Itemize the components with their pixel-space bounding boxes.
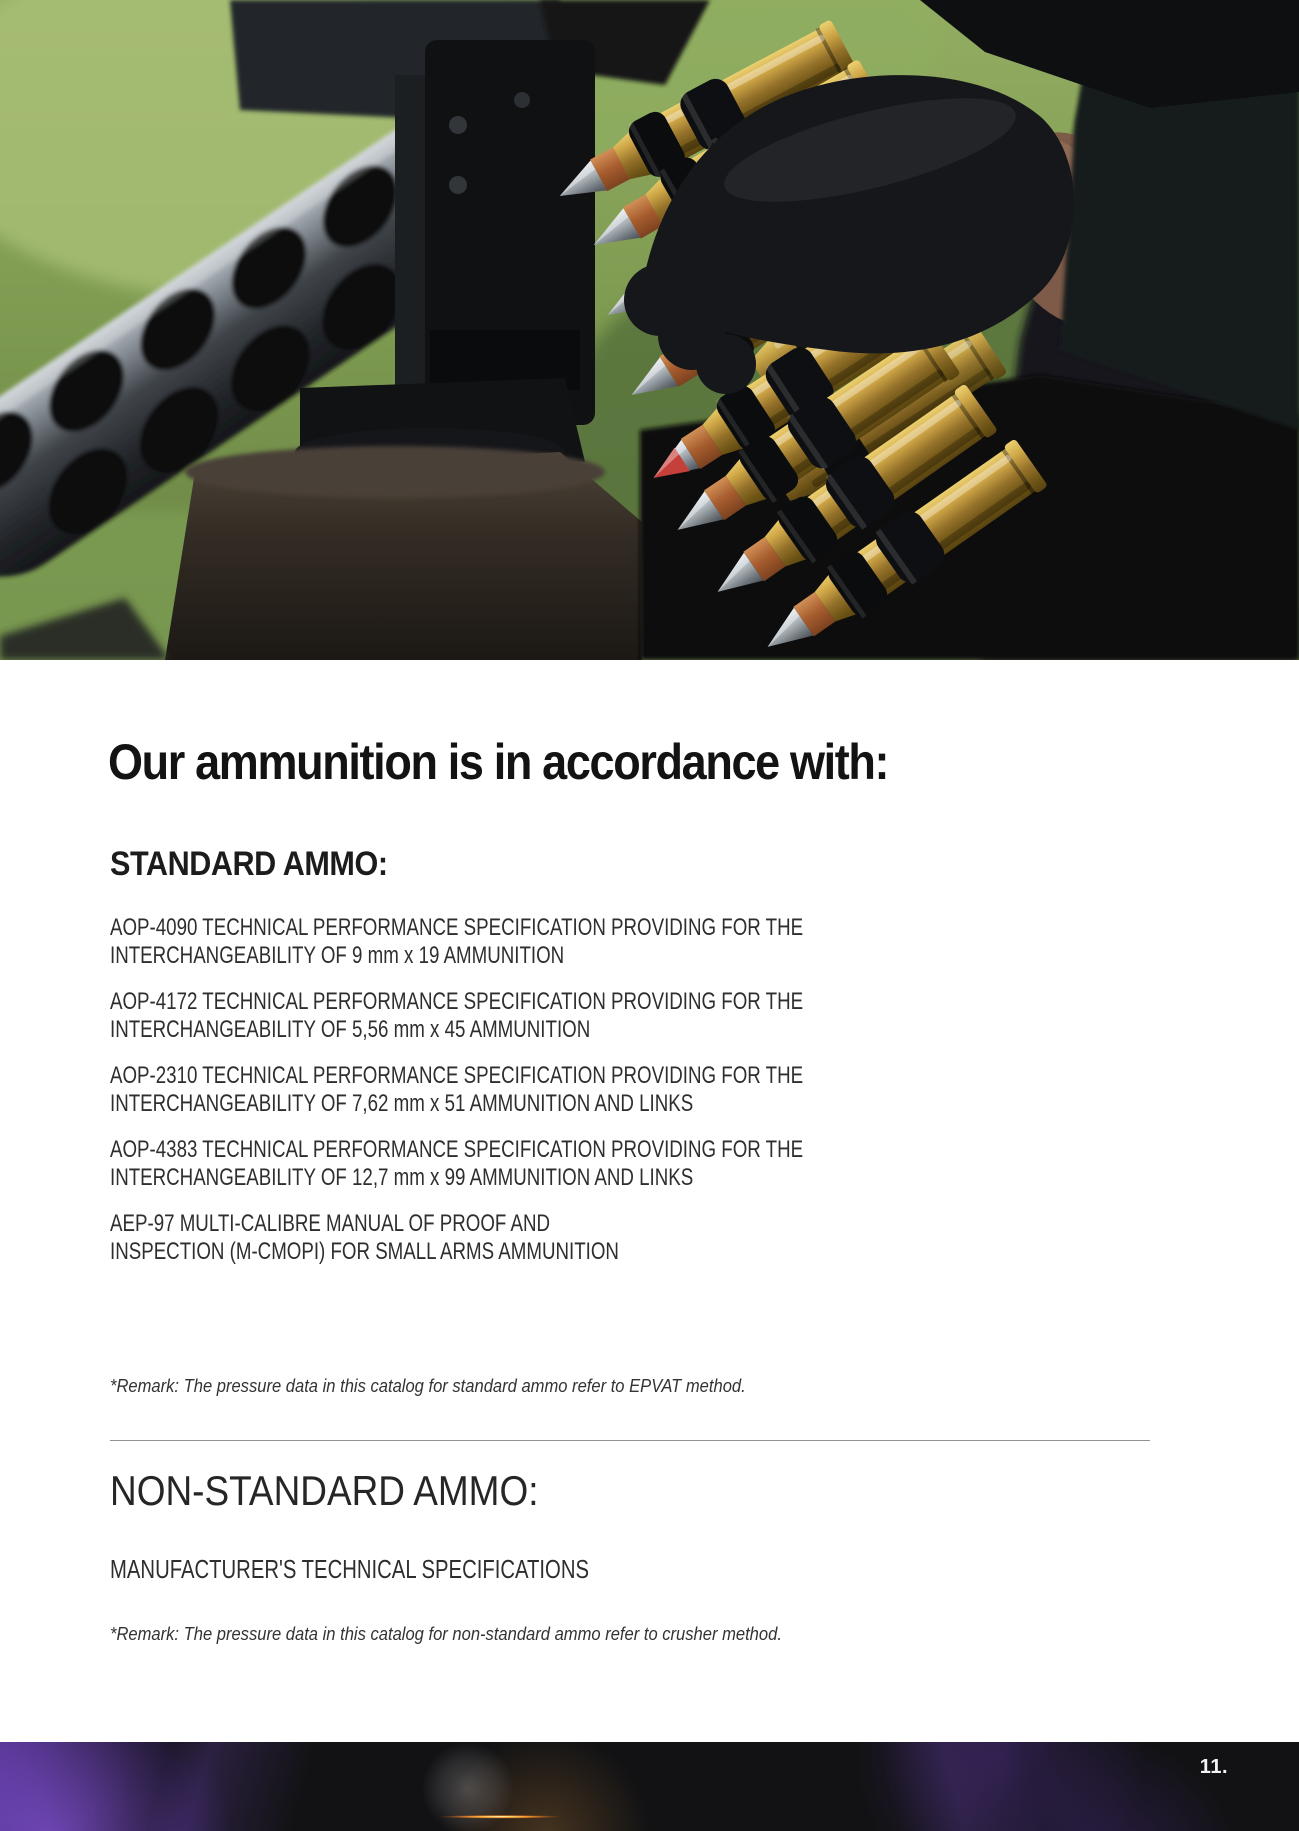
spec-line: INTERCHANGEABILITY OF 9 mm x 19 AMMUNITION <box>110 942 565 969</box>
spec-line: INTERCHANGEABILITY OF 5,56 mm x 45 AMMUNITION <box>110 1016 591 1043</box>
page-title-text: Our ammunition is in accordance with: <box>108 734 889 790</box>
spec-paragraph <box>110 1210 999 1266</box>
nonstandard-remark: *Remark: The pressure data in this catalog for non-standard ammo refer to crusher method. <box>110 1624 782 1644</box>
spec-paragraph <box>110 914 999 970</box>
spec-line: AOP-4090 TECHNICAL PERFORMANCE SPECIFICATION PROVIDING FOR THE <box>110 914 804 941</box>
spec-line: AOP-4172 TECHNICAL PERFORMANCE SPECIFICATION PROVIDING FOR THE <box>110 988 804 1015</box>
footer-banner <box>0 1742 1299 1831</box>
nonstandard-ammo-title: NON-STANDARD AMMO: <box>110 1467 539 1514</box>
spec-line: AOP-4383 TECHNICAL PERFORMANCE SPECIFICATION PROVIDING FOR THE <box>110 1136 804 1163</box>
spec-line: INSPECTION (M-CMOPI) FOR SMALL ARMS AMMUNITION <box>110 1238 619 1265</box>
standard-spec-list <box>110 914 999 1284</box>
manufacturer-spec-text: MANUFACTURER'S TECHNICAL SPECIFICATIONS <box>110 1554 590 1584</box>
page-number: 11. <box>1199 1756 1228 1778</box>
standard-remark: *Remark: The pressure data in this catalog for standard ammo refer to EPVAT method. <box>110 1376 746 1396</box>
spec-paragraph <box>110 1062 999 1118</box>
spec-line: INTERCHANGEABILITY OF 12,7 mm x 99 AMMUNITION AND LINKS <box>110 1164 694 1191</box>
spec-line: AOP-2310 TECHNICAL PERFORMANCE SPECIFICATION PROVIDING FOR THE <box>110 1062 804 1089</box>
hero-photo <box>0 0 1299 660</box>
spec-line: AEP-97 MULTI-CALIBRE MANUAL OF PROOF AND <box>110 1210 551 1237</box>
standard-ammo-title: STANDARD AMMO: <box>110 845 388 883</box>
page-title <box>108 736 975 788</box>
section-divider <box>110 1440 1150 1441</box>
spec-paragraph <box>110 1136 999 1192</box>
spec-line: INTERCHANGEABILITY OF 7,62 mm x 51 AMMUNITION AND LINKS <box>110 1090 694 1117</box>
spec-paragraph <box>110 988 999 1044</box>
